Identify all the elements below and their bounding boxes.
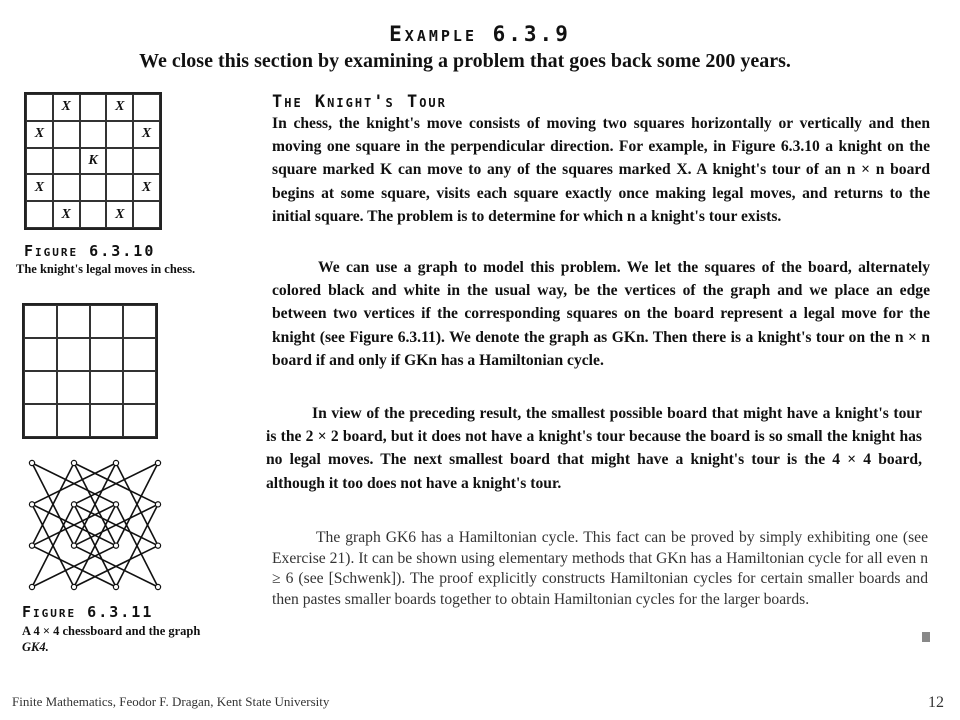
board-cell [133,201,160,228]
graph-vertex [71,543,76,548]
graph-vertex [113,502,118,507]
board-cell: X [133,121,160,148]
board-cell [133,148,160,175]
paragraph-gk6-hamiltonian: The graph GK6 has a Hamiltonian cycle. This fact can be proved by simply exhibiting one (see Exercise 21). It can be shown using elementary methods that GKn has a Hamiltonian cycle for all even n ≥ 6 (see [Schwenk]). The proof explicitly constructs Hamiltonian cycles for certain smaller boards and then pastes smaller boards together to obtain Hamiltonian cycles for the larger boards. [272,529,928,608]
graph-vertex [155,460,160,465]
figure-6-3-10-caption: The knight's legal moves in chess. [16,262,196,276]
graph-vertex [29,502,34,507]
figure-6-3-11-caption-line2: GK4. [22,640,49,654]
paragraph-graph-model: We can use a graph to model this problem. We let the squares of the board, alternately colored black and white in the usual way, be the vertices of the graph and we place an edge between two vertices if the corresponding squares on the board represent a legal move for the knight (see Figure 6.3.11). We denote the graph as GKn. Then there is a knight's tour on the n × n board if and only if GKn has a Hamiltonian cycle. [272,259,930,369]
page-number: 12 [928,694,944,711]
graph-vertex [29,460,34,465]
board-cell: X [133,174,160,201]
graph-vertex [29,584,34,589]
chessboard-4x4 [22,303,158,439]
graph-vertex [71,584,76,589]
board-cell [80,201,107,228]
paragraph-knight-move: In chess, the knight's move consists of moving two squares horizontally or vertically and then moving one square in the perpendicular direction. For example, in Figure 6.3.10 a knight on the square marked K can move to any of the squares marked X. A knight's tour of an n × n board begins at some square, visits each square exactly once making legal moves, and returns to the initial square. The problem is to determine for which n a knight's tour exists. [272,115,930,225]
end-of-proof-mark [922,632,930,642]
graph-vertex [113,584,118,589]
board-cell [106,148,133,175]
graph-vertex [113,543,118,548]
slide-title: Example 6.3.9 [389,22,571,46]
board-cell: X [106,94,133,121]
section-heading: The Knight's Tour [272,92,447,112]
graph-vertex [71,460,76,465]
figure-6-3-10-label: Figure 6.3.10 [24,242,156,260]
intro-sentence: We close this section by examining a problem that goes back some 200 years. [139,50,791,72]
graph-vertex [155,502,160,507]
board-cell [26,201,53,228]
board-cell: X [106,201,133,228]
board-cell [106,174,133,201]
figure-6-3-11-label: Figure 6.3.11 [22,603,154,621]
graph-vertex [155,584,160,589]
paragraph-smallest-board: In view of the preceding result, the smallest possible board that might have a knight's tour is the 2 × 2 board, but it does not have a knight's tour because the board is so small the knight has no legal moves. The next smallest board that might have a knight's tour is the 4 × 4 board, although it too does not have a knight's tour. [266,405,922,492]
board-cell [26,148,53,175]
footer-credit: Finite Mathematics, Feodor F. Dragan, Kent State University [12,694,330,709]
board-cell: X [26,174,53,201]
graph-vertex [71,502,76,507]
graph-vertex [155,543,160,548]
board-cell [80,94,107,121]
board-cell [133,94,160,121]
board-cell [26,94,53,121]
board-cell [80,121,107,148]
graph-vertex [113,460,118,465]
graph-vertex [29,543,34,548]
knight-moves-board [24,92,162,230]
knight-graph-gk4 [20,455,170,595]
board-cell [106,121,133,148]
board-cell [53,174,80,201]
board-cell: X [26,121,53,148]
board-cell: X [53,94,80,121]
board-cell: X [53,201,80,228]
figure-6-3-11-caption-line1: A 4 × 4 chessboard and the graph [22,624,201,638]
board-cell: K [80,148,107,175]
board-cell [80,174,107,201]
board-cell [53,121,80,148]
board-cell [53,148,80,175]
